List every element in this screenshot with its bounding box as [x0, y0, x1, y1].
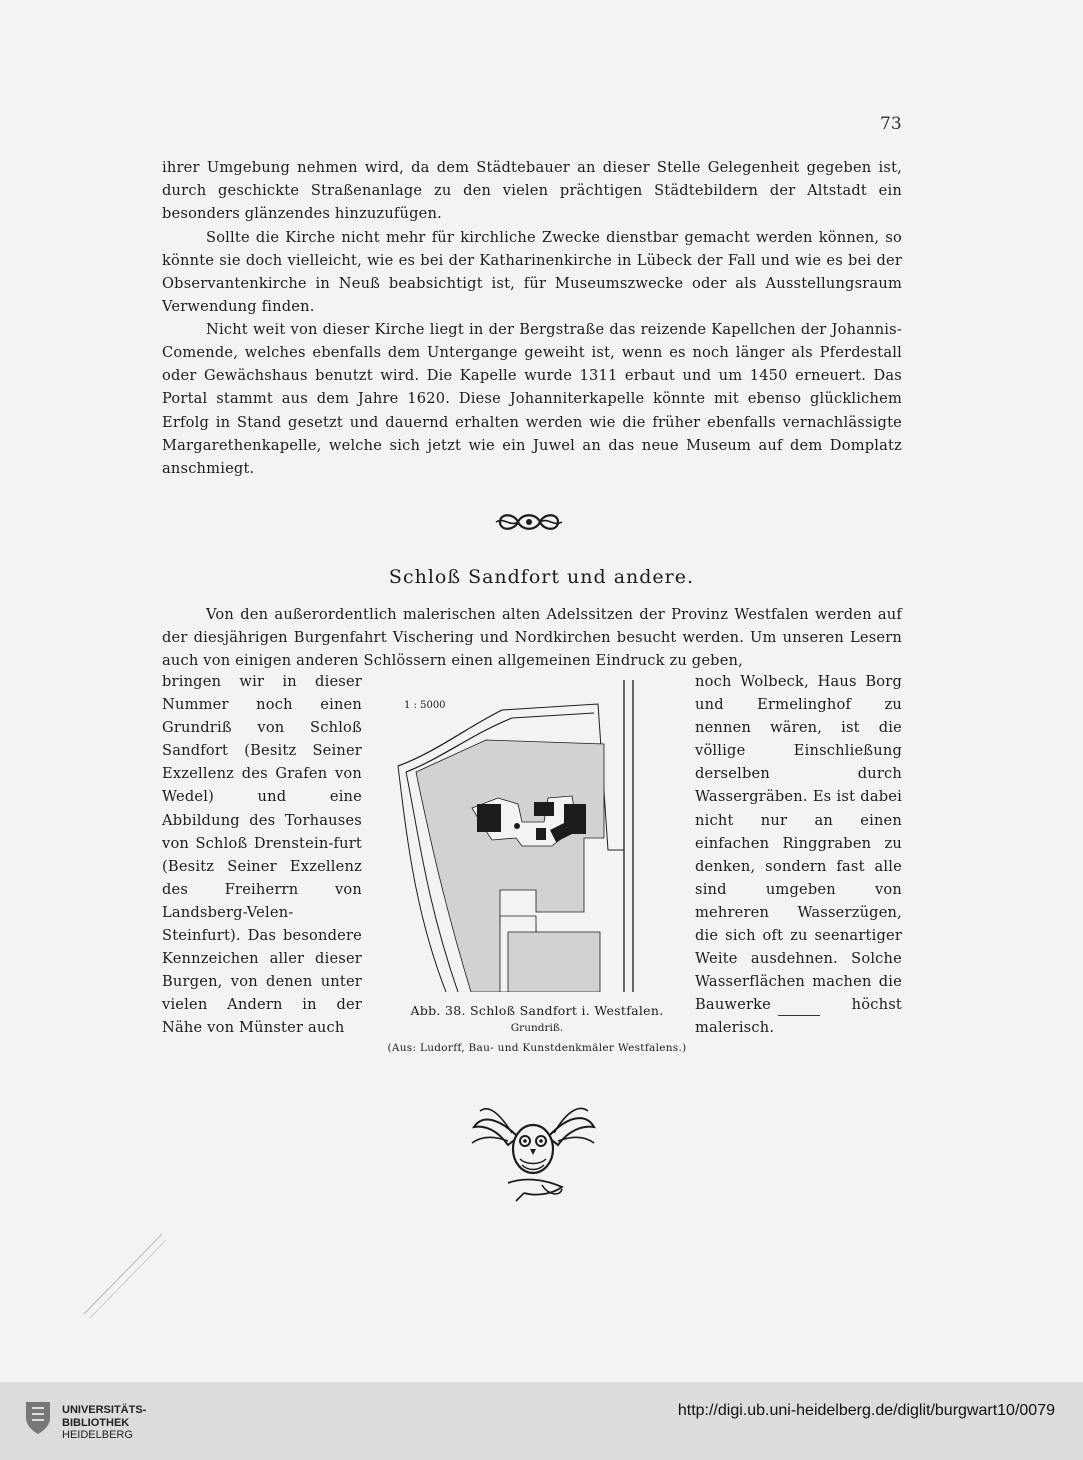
paragraph-church-use: Sollte die Kirche nicht mehr für kirchliche Zwecke dienstbar gemacht werden können, so könnte sie doch vielleicht, wie es bei der Katharinenkirche in Lübeck der Fall und wie es bei der Observantenkirche in Neuß beabsichtigt ist, für Museumszwecke oder als Ausstellungsraum Verwendung finden. — [162, 229, 902, 316]
ornament-divider — [494, 509, 564, 539]
figure-subcaption: Grundriß. — [510, 1022, 564, 1034]
library-name-line-1: UNIVERSITÄTS- — [62, 1404, 147, 1416]
paragraph-intro: ihrer Umgebung nehmen wird, da dem Städtebauer an dieser Stelle Gelegenheit gegeben ist, durch geschickte Straßenanlage zu den vielen prächtigen Städtebildern der Altstadt ein besonders glänzendes hinzuzufügen. — [162, 159, 902, 223]
page-number: 73 — [880, 114, 902, 134]
library-name-line-3: HEIDELBERG — [62, 1429, 133, 1441]
paragraph-chapel: Nicht weit von dieser Kirche liegt in der Bergstraße das reizende Kapellchen der Johannis-Comende, welches ebenfalls dem Untergange geweiht ist, wenn es noch länger als Pferdestall oder Gewächshaus benutzt wird. Die Kapelle wurde 1311 erbaut und um 1450 erneuert. Das Portal stammt aus dem Jahre 1620. Diese Johanniterkapelle könnte mit ebenso glücklichem Erfolg in Stand gesetzt und dauernd erhalten werden wie die früher ebenfalls vernachlässigte Margarethenkapelle, welche sich jetzt wie ein Juwel an das neue Museum auf dem Domplatz anschmiegt. — [162, 321, 902, 477]
figure-source: (Aus: Ludorff, Bau- und Kunstdenkmäler Westfalens.) — [387, 1042, 687, 1054]
figure-caption: Abb. 38. Schloß Sandfort i. Westfalen. — [410, 1003, 664, 1018]
castle-ground-plan — [376, 680, 666, 996]
ornament-knot-icon — [494, 509, 564, 535]
ground-plan-drawing — [376, 680, 666, 992]
library-name — [62, 1404, 146, 1442]
left-column-text: bringen wir in dieser Nummer noch einen Grundriß von Schloß Sandfort (Besitz Seiner Exzellenz des Grafen von Wedel) und eine Abbildung des Torhauses von Schloß Drenstein-furt (Besitz Seiner Exzellenz des Freiherrn von Landsberg-Velen-Steinfurt). Das besondere Kennzeichen aller dieser Burgen, von denen unter vielen Andern in der Nähe von Münster auch — [162, 673, 362, 1037]
map-scale-label: 1 : 5000 — [404, 700, 446, 711]
end-rule — [778, 1015, 820, 1016]
right-column-text: noch Wolbeck, Haus Borg und Ermelinghof zu nennen wären, ist die völlige Einschließung derselben durch Wassergräben. Es ist dabei nicht nur an einen einfachen Ringgraben zu denken, sondern fast alle sind umgeben von mehreren Wasserzügen, die sich oft zu seenartiger Weite ausdehnen. Solche Wasserflächen machen die Bauwerke höchst malerisch. — [695, 673, 902, 1037]
pencil-stroke-icon — [78, 1230, 168, 1320]
library-name-line-2: BIBLIOTHEK — [62, 1416, 130, 1429]
owl-vignette-icon — [468, 1097, 598, 1207]
section-heading: Schloß Sandfort und andere. — [388, 566, 695, 588]
library-logo-icon — [22, 1398, 54, 1436]
source-url-link[interactable]: http://digi.ub.uni-heidelberg.de/diglit/burgwart10/0079 — [677, 1402, 1055, 1419]
footer-bar — [0, 1382, 1083, 1460]
pencil-mark — [78, 1230, 168, 1324]
section-intro: Von den außerordentlich malerischen alten Adelssitzen der Provinz Westfalen werden auf der diesjährigen Burgenfahrt Vischering und Nordkirchen besucht werden. Um unseren Lesern auch von einigen anderen Schlössern einen allgemeinen Eindruck zu geben, — [162, 606, 902, 670]
owl-vignette — [468, 1097, 598, 1211]
